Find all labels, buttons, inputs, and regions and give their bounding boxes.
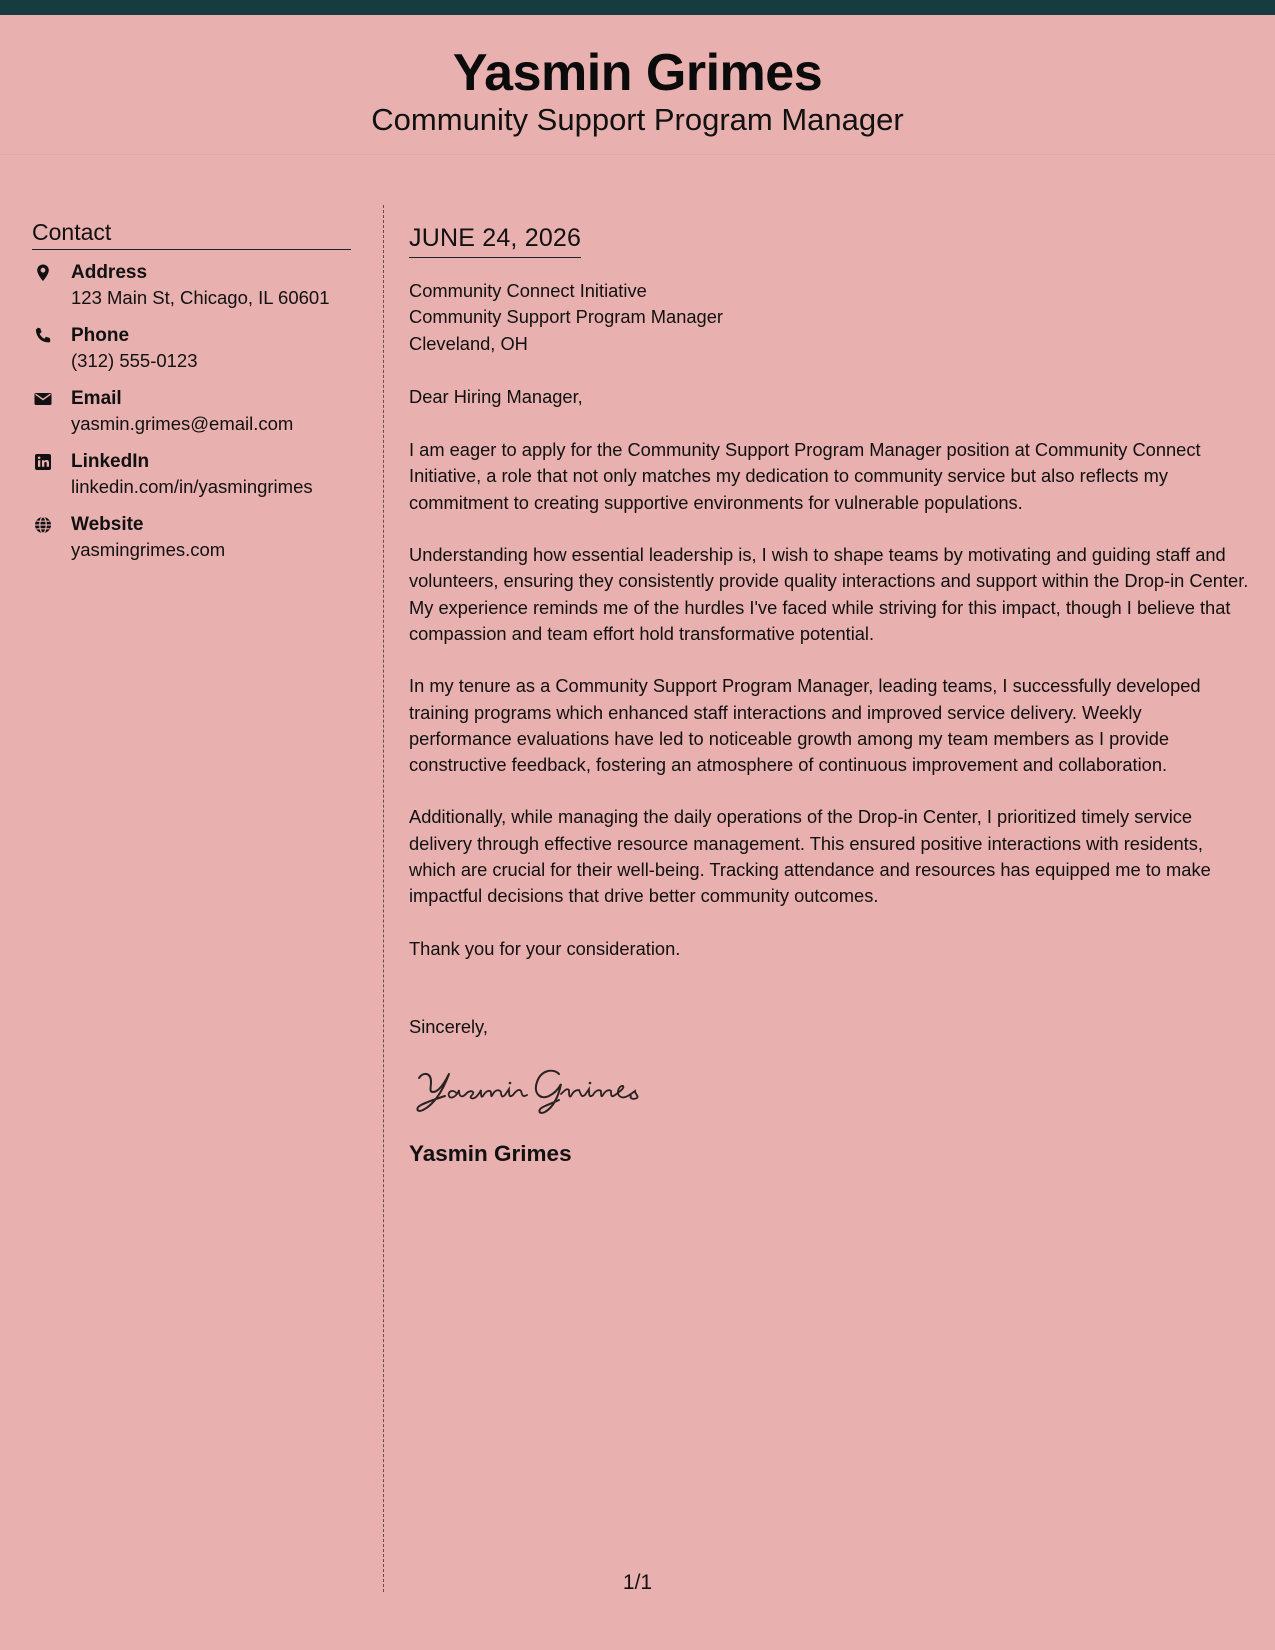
recipient-position: Community Support Program Manager (409, 306, 723, 328)
applicant-title: Community Support Program Manager (371, 102, 904, 137)
contact-item-website (32, 513, 351, 576)
top-accent-bar (0, 0, 1275, 15)
phone-icon (33, 326, 53, 346)
contact-item-phone (32, 324, 351, 387)
contact-label: Address (71, 262, 148, 283)
envelope-icon (33, 389, 53, 409)
cover-letter (409, 222, 1249, 1168)
globe-icon (33, 515, 53, 535)
page-number: 1/1 (622, 1571, 653, 1594)
letter-greeting: Dear Hiring Manager, (409, 385, 583, 407)
contact-label: Phone (71, 325, 130, 346)
map-pin-icon (33, 263, 53, 283)
letter-paragraph: In my tenure as a Community Support Program Manager, leading teams, I successfully developed training programs which enhanced staff interactions and improved service delivery. Weekly performance evaluations have led to noticeable growth among my team members as I provide constructive feedback, fostering an atmosphere of continuous improvement and collaboration. (409, 675, 1201, 776)
linkedin-icon (33, 452, 53, 472)
recipient-company: Community Connect Initiative (409, 280, 647, 301)
handwritten-signature (409, 1058, 669, 1122)
phone-value: (312) 555-0123 (71, 350, 198, 371)
letter-paragraph: Additionally, while managing the daily operations of the Drop-in Center, I prioritized timely service delivery through effective resource management. This ensured positive interactions with residents, which are crucial for their well-being. Tracking attendance and resources has equipped me to make impactful decisions that drive better community outcomes. (409, 806, 1211, 907)
contact-item-linkedin (32, 450, 351, 513)
letter-date: JUNE 24, 2026 (409, 222, 581, 258)
contact-label: Website (71, 514, 144, 535)
contact-item-email (32, 387, 351, 450)
recipient-block (409, 278, 1249, 357)
contact-sidebar (32, 218, 351, 576)
website-value[interactable]: yasmingrimes.com (71, 539, 226, 560)
contact-label: LinkedIn (71, 451, 150, 472)
linkedin-value[interactable]: linkedin.com/in/yasmingrimes (71, 476, 313, 497)
signer-name: Yasmin Grimes (409, 1141, 572, 1167)
letter-thanks: Thank you for your consideration. (409, 937, 681, 959)
letter-closing: Sincerely, (409, 1015, 488, 1037)
column-divider (383, 205, 384, 1592)
resume-header (0, 15, 1275, 155)
letter-paragraph: Understanding how essential leadership is, I wish to shape teams by motivating and guiding staff and volunteers, ensuring they consistently provide quality interactions and support within the Drop-in Center. My experience reminds me of the hurdles I've faced while striving for this impact, though I believe that compassion and team effort hold transformative potential. (409, 544, 1249, 644)
applicant-name: Yasmin Grimes (452, 44, 823, 102)
letter-paragraph: I am eager to apply for the Community Support Program Manager position at Community Connect Initiative, a role that not only matches my dedication to community service but also reflects my commitment to creating supportive environments for vulnerable populations. (409, 439, 1201, 513)
contact-heading: Contact (32, 218, 351, 250)
address-value: 123 Main St, Chicago, IL 60601 (71, 287, 330, 308)
contact-item-address (32, 261, 351, 324)
recipient-location: Cleveland, OH (409, 332, 528, 354)
email-value[interactable]: yasmin.grimes@email.com (71, 413, 294, 434)
contact-label: Email (71, 388, 122, 409)
